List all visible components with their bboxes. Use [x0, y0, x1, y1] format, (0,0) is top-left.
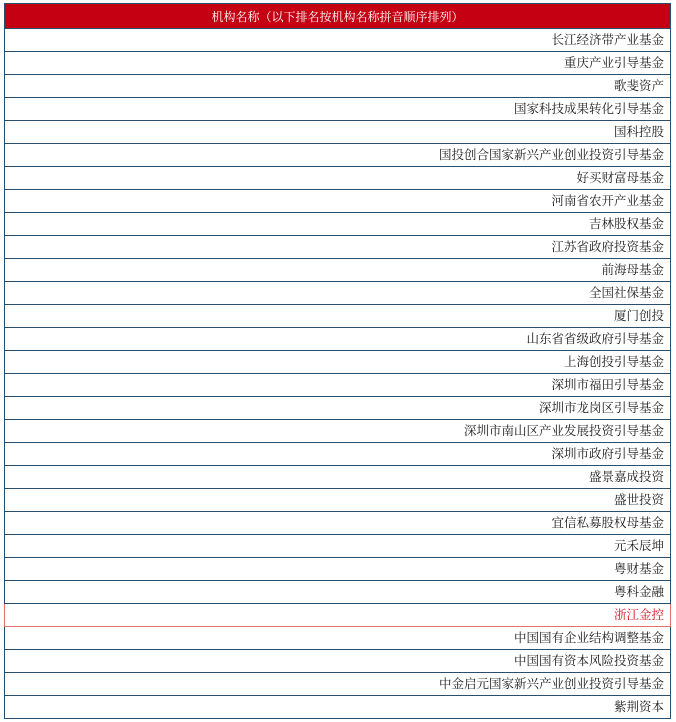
table-row: 中金启元国家新兴产业创业投资引导基金: [4, 673, 671, 696]
table-row: 粤财基金: [4, 558, 671, 581]
table-body: [4, 29, 671, 719]
table-row: 国家科技成果转化引导基金: [4, 98, 671, 121]
table-row: 紫荆资本: [4, 696, 671, 719]
table-row: 厦门创投: [4, 305, 671, 328]
table-row: 长江经济带产业基金: [4, 29, 671, 52]
table-row: 吉林股权基金: [4, 213, 671, 236]
table-header: 机构名称（以下排名按机构名称拼音顺序排列）: [4, 3, 671, 29]
table-row: 国科控股: [4, 121, 671, 144]
table-row: 中国国有资本风险投资基金: [4, 650, 671, 673]
table-row: 江苏省政府投资基金: [4, 236, 671, 259]
table-row: 盛景嘉成投资: [4, 466, 671, 489]
table-row: 宜信私募股权母基金: [4, 512, 671, 535]
table-row: 山东省省级政府引导基金: [4, 328, 671, 351]
table-row: 重庆产业引导基金: [4, 52, 671, 75]
table-row: 国投创合国家新兴产业创业投资引导基金: [4, 144, 671, 167]
table-row: 深圳市龙岗区引导基金: [4, 397, 671, 420]
table-row: 中国国有企业结构调整基金: [4, 627, 671, 650]
table-row: 深圳市南山区产业发展投资引导基金: [4, 420, 671, 443]
table-row: 浙江金控: [4, 604, 671, 627]
table-row: 上海创投引导基金: [4, 351, 671, 374]
table-row: 歌斐资产: [4, 75, 671, 98]
institution-table: [4, 3, 671, 719]
table-row: 好买财富母基金: [4, 167, 671, 190]
table-row: 盛世投资: [4, 489, 671, 512]
table-row: 前海母基金: [4, 259, 671, 282]
table-row: 河南省农开产业基金: [4, 190, 671, 213]
table-row: 深圳市福田引导基金: [4, 374, 671, 397]
table-row: 深圳市政府引导基金: [4, 443, 671, 466]
table-row: 元禾辰坤: [4, 535, 671, 558]
table-row: 粤科金融: [4, 581, 671, 604]
table-row: 全国社保基金: [4, 282, 671, 305]
